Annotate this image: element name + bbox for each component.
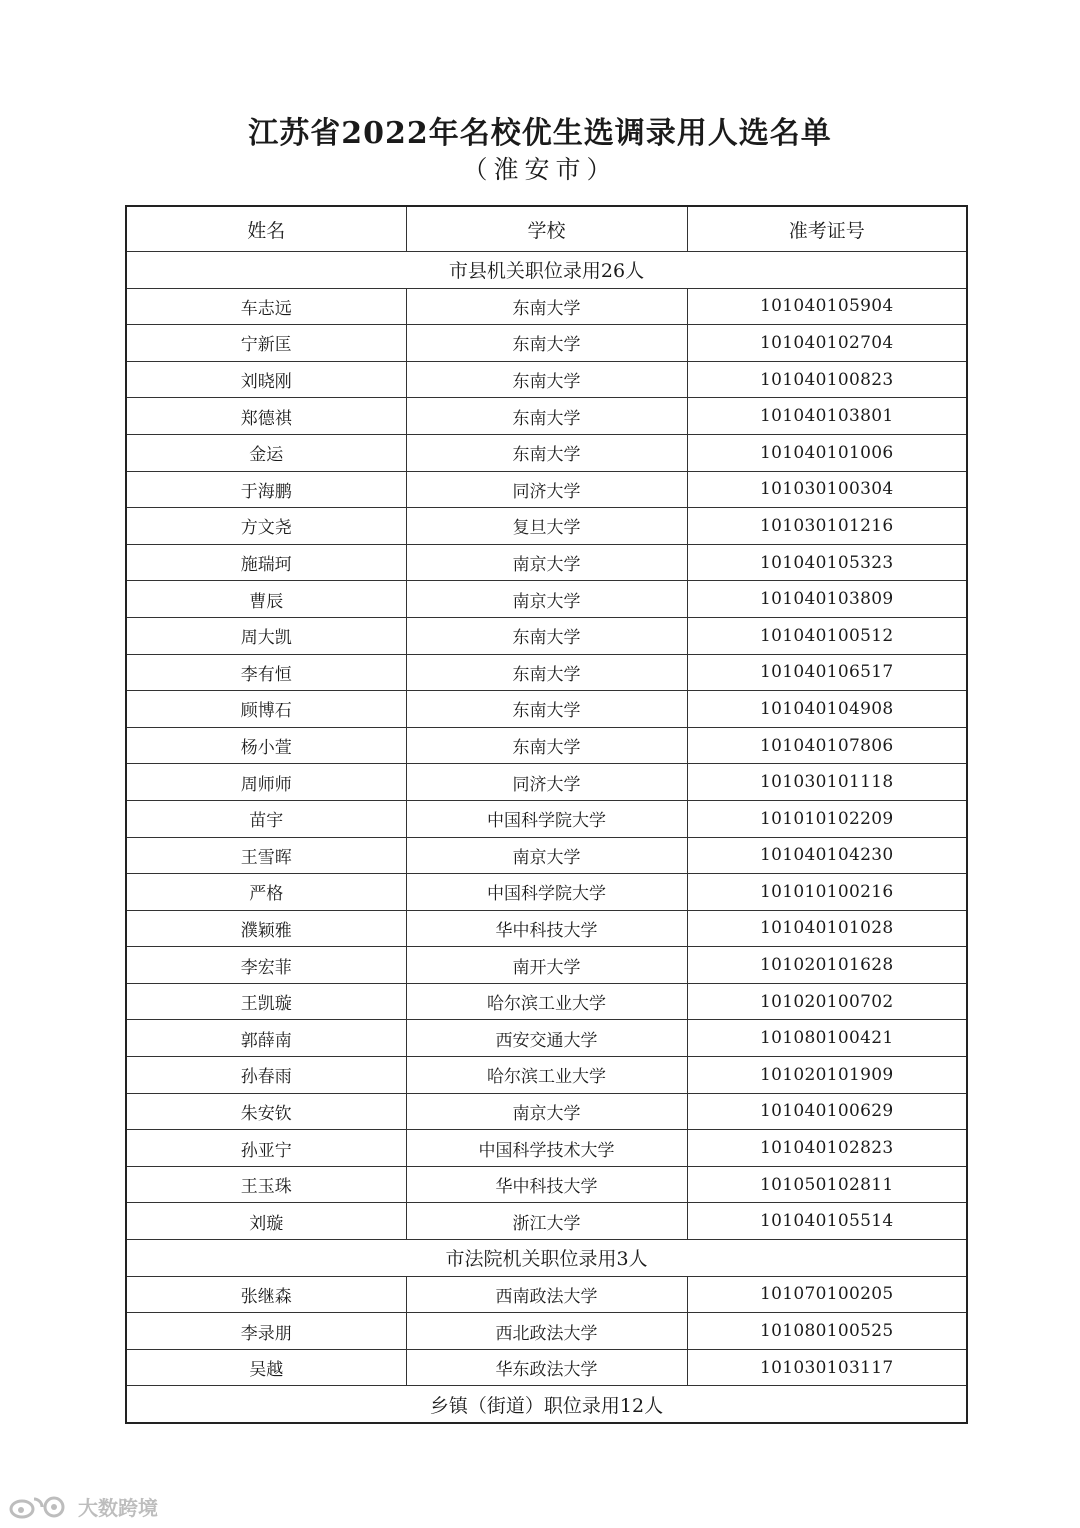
header-exam-id: 准考证号 (687, 206, 967, 252)
cell-name: 李录朋 (126, 1313, 406, 1350)
cell-name: 于海鹏 (126, 471, 406, 508)
table-row (126, 1020, 967, 1057)
table-row (126, 508, 967, 545)
cell-school: 南京大学 (406, 837, 687, 874)
table-row (126, 910, 967, 947)
table-row (126, 581, 967, 618)
cell-name: 郭薛南 (126, 1020, 406, 1057)
table-row (126, 361, 967, 398)
cell-school: 南京大学 (406, 581, 687, 618)
cell-name: 朱安钦 (126, 1093, 406, 1130)
cell-school: 东南大学 (406, 398, 687, 435)
cell-exam-id: 101040101028 (687, 910, 967, 947)
watermark-text: 大数跨境 (78, 1496, 158, 1520)
section-header-row (126, 252, 967, 289)
table-row (126, 874, 967, 911)
table-row (126, 691, 967, 728)
table-row (126, 1276, 967, 1313)
cell-school: 东南大学 (406, 434, 687, 471)
table-row (126, 1166, 967, 1203)
cell-name: 严格 (126, 874, 406, 911)
cell-school: 东南大学 (406, 325, 687, 362)
cell-name: 宁新匡 (126, 325, 406, 362)
table-row (126, 800, 967, 837)
cell-school: 同济大学 (406, 764, 687, 801)
cell-exam-id: 101020101909 (687, 1057, 967, 1094)
cell-name: 曹辰 (126, 581, 406, 618)
cell-exam-id: 101020100702 (687, 983, 967, 1020)
roster-table (125, 205, 968, 1424)
cell-school: 华中科技大学 (406, 1166, 687, 1203)
cell-name: 刘晓刚 (126, 361, 406, 398)
cell-exam-id: 101080100525 (687, 1313, 967, 1350)
cell-school: 中国科学技术大学 (406, 1130, 687, 1167)
cell-exam-id: 101040105323 (687, 544, 967, 581)
cell-name: 王凯璇 (126, 983, 406, 1020)
document-title: 江苏省2022年名校优生选调录用人选名单 (248, 116, 832, 151)
cell-school: 东南大学 (406, 617, 687, 654)
table-row (126, 837, 967, 874)
cell-name: 王雪晖 (126, 837, 406, 874)
table-row (126, 471, 967, 508)
table-row (126, 544, 967, 581)
table-row (126, 398, 967, 435)
cell-school: 复旦大学 (406, 508, 687, 545)
cell-exam-id: 101010102209 (687, 800, 967, 837)
cell-exam-id: 101040103801 (687, 398, 967, 435)
cell-name: 金运 (126, 434, 406, 471)
cell-exam-id: 101040102704 (687, 325, 967, 362)
cell-name: 张继森 (126, 1276, 406, 1313)
table-row (126, 1349, 967, 1386)
cell-exam-id: 101040100823 (687, 361, 967, 398)
document-subtitle: （淮安市） (462, 155, 618, 184)
table-row (126, 434, 967, 471)
section-label: 乡镇（街道）职位录用12人 (126, 1386, 967, 1423)
cell-school: 中国科学院大学 (406, 800, 687, 837)
table-row (126, 1130, 967, 1167)
cell-school: 东南大学 (406, 691, 687, 728)
cell-school: 南京大学 (406, 1093, 687, 1130)
cell-exam-id: 101010100216 (687, 874, 967, 911)
cell-exam-id: 101040107806 (687, 727, 967, 764)
cell-exam-id: 101020101628 (687, 947, 967, 984)
cell-school: 西北政法大学 (406, 1313, 687, 1350)
cell-school: 浙江大学 (406, 1203, 687, 1240)
table-row (126, 727, 967, 764)
cell-name: 李宏菲 (126, 947, 406, 984)
cell-exam-id: 101030100304 (687, 471, 967, 508)
cell-exam-id: 101040105514 (687, 1203, 967, 1240)
cell-name: 濮颖雅 (126, 910, 406, 947)
cell-exam-id: 101080100421 (687, 1020, 967, 1057)
table-row (126, 1203, 967, 1240)
table-row (126, 1057, 967, 1094)
cell-name: 孙亚宁 (126, 1130, 406, 1167)
cell-exam-id: 101040106517 (687, 654, 967, 691)
cell-school: 东南大学 (406, 727, 687, 764)
cell-name: 施瑞珂 (126, 544, 406, 581)
header-name: 姓名 (126, 206, 406, 252)
table-row (126, 654, 967, 691)
table-row (126, 983, 967, 1020)
cell-exam-id: 101040100512 (687, 617, 967, 654)
cell-name: 苗宇 (126, 800, 406, 837)
header-school: 学校 (406, 206, 687, 252)
table-row (126, 947, 967, 984)
section-label: 市县机关职位录用26人 (126, 252, 967, 289)
table-header-row (126, 206, 967, 252)
cell-name: 李有恒 (126, 654, 406, 691)
cell-name: 刘璇 (126, 1203, 406, 1240)
cell-exam-id: 101030103117 (687, 1349, 967, 1386)
cell-exam-id: 101030101118 (687, 764, 967, 801)
table-row (126, 1313, 967, 1350)
cell-name: 孙春雨 (126, 1057, 406, 1094)
cell-school: 南京大学 (406, 544, 687, 581)
table-row (126, 764, 967, 801)
section-header-row (126, 1240, 967, 1277)
cell-school: 哈尔滨工业大学 (406, 1057, 687, 1094)
cell-school: 南开大学 (406, 947, 687, 984)
section-header-row (126, 1386, 967, 1423)
cell-school: 同济大学 (406, 471, 687, 508)
cell-name: 周师师 (126, 764, 406, 801)
cell-school: 西南政法大学 (406, 1276, 687, 1313)
table-row (126, 617, 967, 654)
cell-exam-id: 101040104908 (687, 691, 967, 728)
cell-name: 王玉珠 (126, 1166, 406, 1203)
cell-name: 车志远 (126, 288, 406, 325)
cell-name: 方文尧 (126, 508, 406, 545)
section-label: 市法院机关职位录用3人 (126, 1240, 967, 1277)
cell-exam-id: 101040105904 (687, 288, 967, 325)
cell-school: 华东政法大学 (406, 1349, 687, 1386)
cell-exam-id: 101040102823 (687, 1130, 967, 1167)
cell-exam-id: 101040101006 (687, 434, 967, 471)
cell-school: 华中科技大学 (406, 910, 687, 947)
cell-name: 周大凯 (126, 617, 406, 654)
cell-exam-id: 101070100205 (687, 1276, 967, 1313)
cell-school: 东南大学 (406, 361, 687, 398)
cell-exam-id: 101030101216 (687, 508, 967, 545)
cell-exam-id: 101050102811 (687, 1166, 967, 1203)
cell-name: 杨小萱 (126, 727, 406, 764)
cell-school: 东南大学 (406, 288, 687, 325)
cell-name: 吴越 (126, 1349, 406, 1386)
cell-exam-id: 101040104230 (687, 837, 967, 874)
cell-school: 中国科学院大学 (406, 874, 687, 911)
table-row (126, 288, 967, 325)
cell-exam-id: 101040103809 (687, 581, 967, 618)
cell-school: 哈尔滨工业大学 (406, 983, 687, 1020)
cell-school: 东南大学 (406, 654, 687, 691)
weibo-logo-icon (8, 1493, 74, 1521)
cell-exam-id: 101040100629 (687, 1093, 967, 1130)
cell-name: 郑德祺 (126, 398, 406, 435)
cell-school: 西安交通大学 (406, 1020, 687, 1057)
cell-name: 顾博石 (126, 691, 406, 728)
table-row (126, 1093, 967, 1130)
watermark (8, 1492, 158, 1521)
table-row (126, 325, 967, 362)
